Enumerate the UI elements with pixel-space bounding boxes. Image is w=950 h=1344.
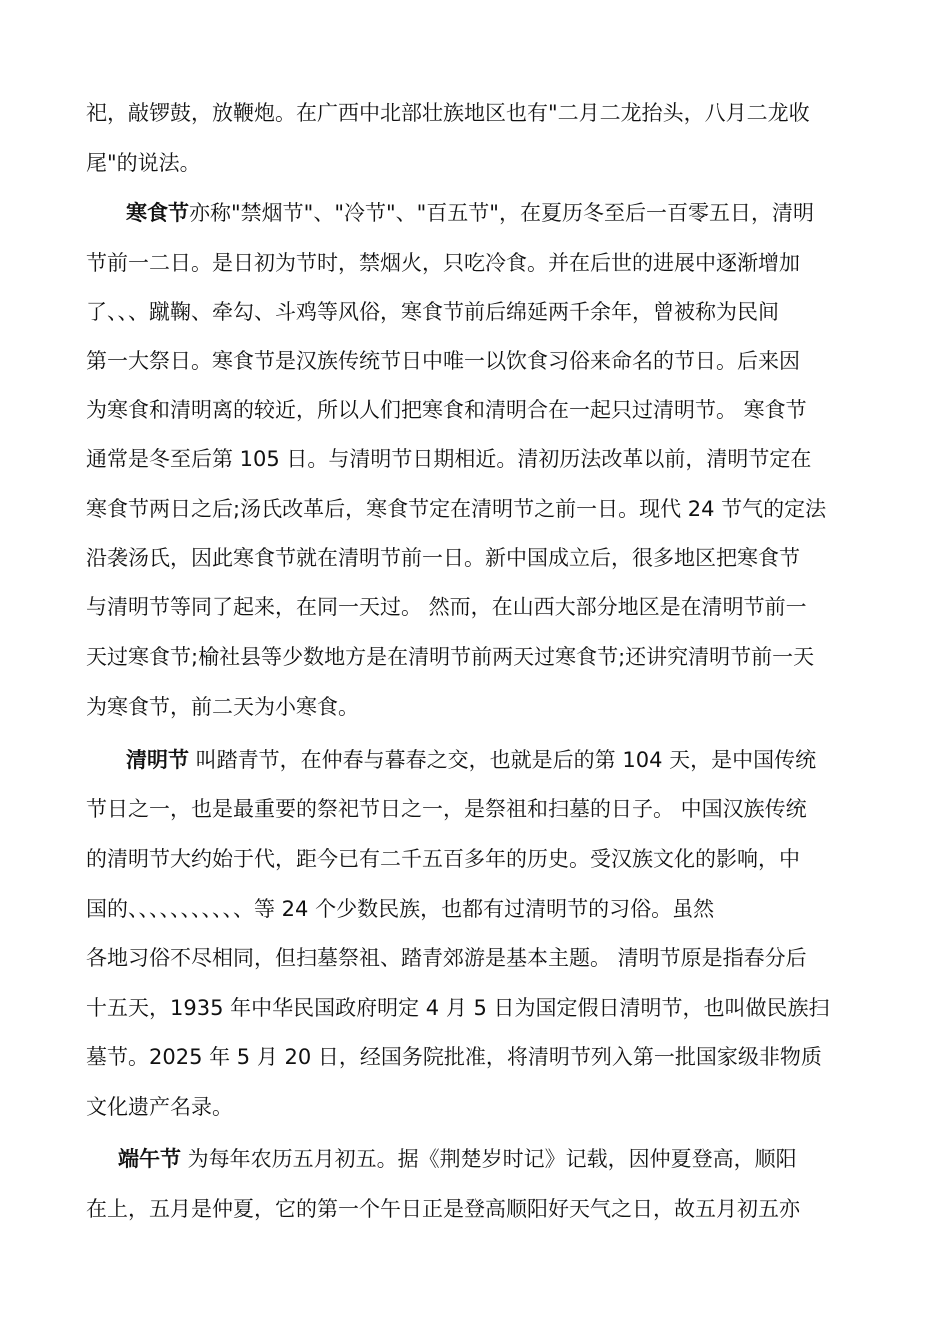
festival-term: 清明节 [126, 748, 189, 772]
line-text: 国的、、、、、、、、、、、等 24 个少数民族，也都有过清明节的习俗。虽然 [86, 897, 715, 921]
text-line [86, 494, 826, 524]
line-text: 为寒食和清明离的较近，所以人们把寒食和清明合在一起只过清明节。 寒食节 [86, 398, 807, 422]
text-line [86, 248, 800, 278]
text-line [86, 692, 359, 722]
line-text: 文化遗产名录。 [86, 1095, 233, 1119]
text-line [86, 543, 800, 573]
paragraph-first-line [118, 1144, 797, 1174]
line-text: 墓节。2025 年 5 月 20 日，经国务院批准，将清明节列入第一批国家级非物质 [86, 1045, 822, 1069]
line-text: 各地习俗不尽相同，但扫墓祭祖、踏青郊游是基本主题。 清明节原是指春分后 [86, 946, 807, 970]
line-text: 的清明节大约始于代，距今已有二千五百多年的历史。受汉族文化的影响，中 [86, 847, 800, 871]
line-text: 为每年农历五月初五。据《荆楚岁时记》记载，因仲夏登高，顺阳 [181, 1147, 797, 1171]
text-line [86, 346, 800, 376]
line-text: 第一大祭日。寒食节是汉族传统节日中唯一以饮食习俗来命名的节日。后来因 [86, 349, 800, 373]
line-text: 十五天，1935 年中华民国政府明定 4 月 5 日为国定假日清明节，也叫做民族扫 [86, 996, 830, 1020]
festival-term: 寒食节 [126, 201, 189, 225]
text-line [86, 794, 807, 824]
text-line [86, 1092, 233, 1122]
paragraph-first-line [126, 745, 816, 775]
text-line [86, 894, 714, 924]
line-text: 沿袭汤氏，因此寒食节就在清明节前一日。新中国成立后，很多地区把寒食节 [86, 546, 800, 570]
line-text: 在上，五月是仲夏，它的第一个午日正是登高顺阳好天气之日，故五月初五亦 [86, 1197, 800, 1221]
text-line [86, 844, 800, 874]
text-line [86, 592, 807, 622]
line-text: 了、、、蹴鞠、牵勾、斗鸡等风俗，寒食节前后绵延两千余年，曾被称为民间 [86, 300, 779, 324]
text-line [86, 993, 830, 1023]
text-line [86, 148, 201, 178]
line-text: 祀，敲锣鼓，放鞭炮。在广西中北部壮族地区也有"二月二龙抬头，八月二龙收 [86, 101, 810, 125]
line-text: 节日之一，也是最重要的祭祀节日之一，是祭祖和扫墓的日子。 中国汉族传统 [86, 797, 807, 821]
line-text: 叫踏青节，在仲春与暮春之交，也就是后的第 104 天，是中国传统 [189, 748, 817, 772]
line-text: 节前一二日。是日初为节时，禁烟火，只吃冷食。并在后世的进展中逐渐增加 [86, 251, 800, 275]
text-line [86, 297, 779, 327]
line-text: 与清明节等同了起来，在同一天过。 然而，在山西大部分地区是在清明节前一 [86, 595, 807, 619]
line-text: 通常是冬至后第 105 日。与清明节日期相近。清初历法改革以前，清明节定在 [86, 447, 812, 471]
text-line [86, 1042, 822, 1072]
festival-term: 端午节 [118, 1147, 181, 1171]
paragraph-first-line [126, 198, 814, 228]
line-text: 尾"的说法。 [86, 151, 201, 175]
line-text: 寒食节两日之后;汤氏改革后，寒食节定在清明节之前一日。现代 24 节气的定法 [86, 497, 827, 521]
text-line [86, 98, 810, 128]
text-line [86, 444, 811, 474]
text-line [86, 642, 814, 672]
line-text: 为寒食节，前二天为小寒食。 [86, 695, 359, 719]
text-line [86, 1194, 800, 1224]
line-text: 亦称"禁烟节"、"冷节"、"百五节"，在夏历冬至后一百零五日，清明 [189, 201, 814, 225]
text-line [86, 943, 807, 973]
text-line [86, 395, 807, 425]
line-text: 天过寒食节;榆社县等少数地方是在清明节前两天过寒食节;还讲究清明节前一天 [86, 645, 815, 669]
